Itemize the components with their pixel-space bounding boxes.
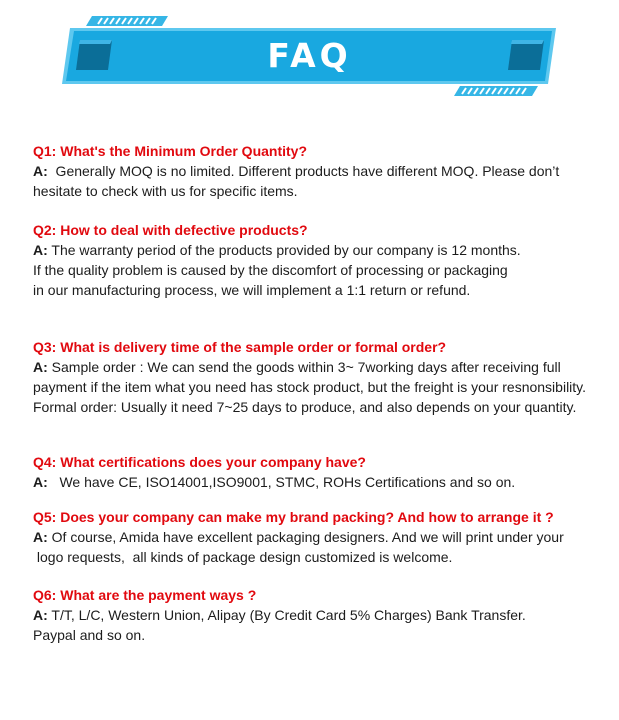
faq-list [33,141,603,645]
faq-item-3 [33,337,603,417]
answer-text: We have CE, ISO14001,ISO9001, STMC, ROHs Certifications and so on. [47,474,516,490]
faq-answer-line [33,357,603,377]
faq-answer-line: Formal order: Usually it need 7~25 days to produce, and also depends on your quantity. [33,399,577,415]
stripe-tab-top [86,16,168,26]
faq-item-4 [33,452,603,492]
faq-answer-line: payment if the item what you need has stock product, but the freight is your resnonsibility. [33,379,587,395]
faq-item-6 [33,585,603,645]
faq-answer-line [33,472,603,492]
faq-answer-line [33,161,603,181]
faq-answer-line: Paypal and so on. [33,627,146,643]
stripe-tab-bottom [454,86,538,96]
page-title: FAQ [267,36,352,75]
faq-answer-line [33,527,603,547]
answer-prefix: A: [33,242,48,258]
answer-text: T/T, L/C, Western Union, Alipay (By Credit Card 5% Charges) Bank Transfer. [47,607,526,623]
faq-question: Q3: What is delivery time of the sample order or formal order? [33,339,447,355]
faq-question: Q5: Does your company can make my brand packing? And how to arrange it ? [33,509,554,525]
faq-item-5 [33,507,603,567]
faq-question: Q2: How to deal with defective products? [33,222,308,238]
faq-item-1 [33,141,603,201]
answer-prefix: A: [33,163,48,179]
answer-prefix: A: [33,607,48,623]
faq-question: Q4: What certifications does your company have? [33,454,366,470]
faq-question: Q1: What's the Minimum Order Quantity? [33,143,308,159]
answer-prefix: A: [33,474,48,490]
faq-answer-line: in our manufacturing process, we will implement a 1:1 return or refund. [33,282,471,298]
answer-prefix: A: [33,529,48,545]
answer-prefix: A: [33,359,48,375]
faq-question: Q6: What are the payment ways ? [33,587,257,603]
answer-text: Of course, Amida have excellent packaging designers. And we will print under your [47,529,564,545]
answer-text: Generally MOQ is no limited. Different products have different MOQ. Please don’t [47,163,560,179]
faq-answer-line [33,605,603,625]
faq-answer-line: hesitate to check with us for specific items. [33,183,298,199]
faq-item-2 [33,220,603,300]
faq-answer-line [33,240,603,260]
answer-text: Sample order : We can send the goods within 3~ 7working days after receiving full [47,359,561,375]
faq-answer-line: If the quality problem is caused by the discomfort of processing or packaging [33,262,508,278]
answer-text: The warranty period of the products provided by our company is 12 months. [47,242,521,258]
faq-banner [0,0,619,110]
faq-answer-line: logo requests, all kinds of package design customized is welcome. [33,549,453,565]
